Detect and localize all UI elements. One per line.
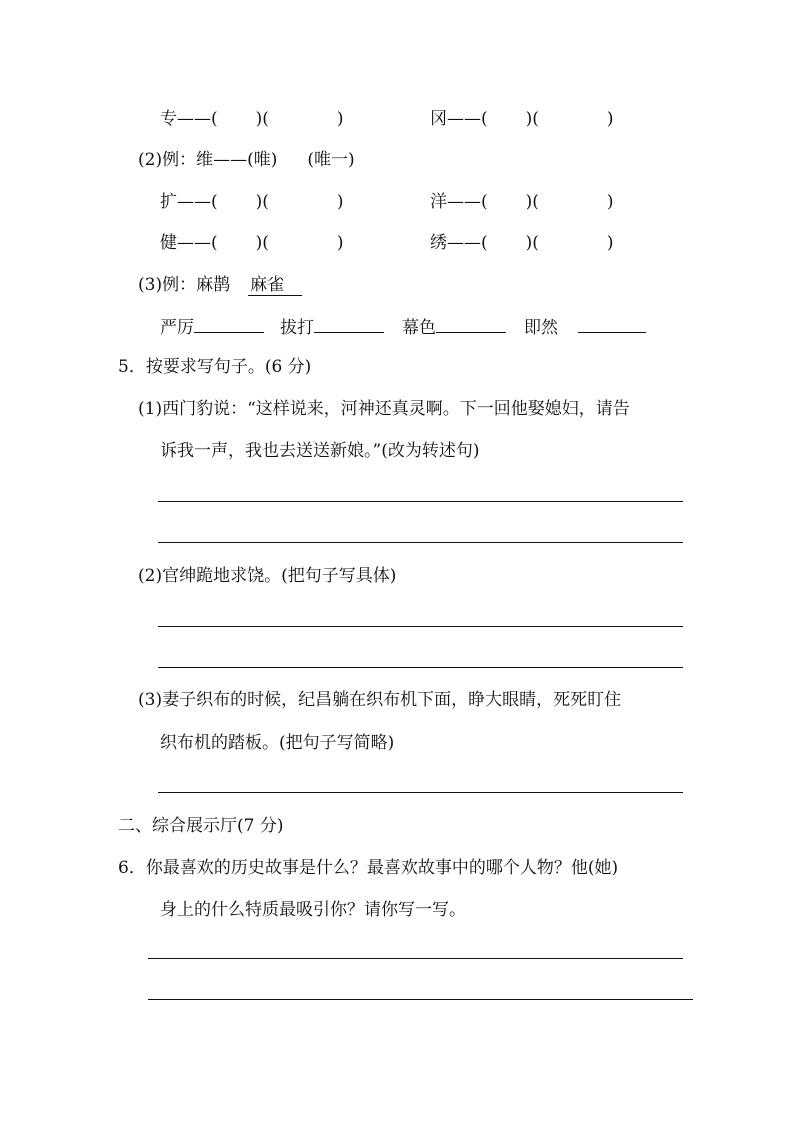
q4-part3-word2: 拔打 [280, 316, 384, 338]
q5-sub1-line2: 诉我一声，我也去送送新娘。”(改为转述句) [160, 441, 480, 461]
q4-part3-word3: 幕色 [402, 316, 506, 338]
answer-line[interactable] [158, 626, 683, 627]
q4-part3-example [138, 275, 302, 295]
q4-part2-example [138, 150, 355, 170]
answer-blank[interactable] [194, 316, 264, 333]
q4-part2-row2-item2: 绣——( )( ) [430, 233, 614, 253]
q4-part2-row1-item1: 扩——( )( ) [160, 192, 344, 212]
q4-row1-item1-char: 专——( [160, 109, 218, 129]
answer-blank[interactable] [314, 316, 384, 333]
q5-sub3-line2: 织布机的踏板。(把句子写简略) [160, 733, 395, 753]
q5-sub1-line1: (1)西门豹说：“这样说来，河神还真灵啊。下一回他娶媳妇，请告 [138, 399, 630, 419]
q4-row1-item2: 冈——( )( ) [430, 109, 614, 129]
answer-line[interactable] [148, 958, 683, 959]
answer-line[interactable] [158, 667, 683, 668]
q4-row1-item2-char: 冈——( [430, 109, 488, 129]
answer-blank[interactable] [578, 316, 646, 333]
q4-part2-label: (2)例：维——(唯) [138, 150, 278, 170]
q4-part2-example-answer: (唯一) [307, 150, 355, 170]
q5-title: 5．按要求写句子。(6 分) [118, 357, 312, 377]
q5-sub2: (2)官绅跪地求饶。(把句子写具体) [138, 566, 397, 586]
answer-line[interactable] [158, 792, 683, 793]
q6-line1: 6．你最喜欢的历史故事是什么？最喜欢故事中的哪个人物？他(她) [118, 858, 619, 878]
q6-line2: 身上的什么特质最吸引你？请你写一写。 [160, 900, 466, 920]
section2-title: 二、综合展示厅(7 分) [118, 816, 284, 836]
answer-blank[interactable] [436, 316, 506, 333]
q4-row1-item1: 专——( )( ) [160, 109, 344, 129]
q4-part3-word4: 即然 [524, 316, 646, 338]
answer-line[interactable] [158, 501, 683, 502]
q5-sub3-line1: (3)妻子织布的时候，纪昌躺在织布机下面，睁大眼睛，死死盯住 [138, 690, 622, 710]
q4-part2-row2-item1: 健——( )( ) [160, 233, 344, 253]
q4-part3-example-answer: 麻雀 [248, 275, 302, 296]
q4-part3-word1: 严厉 [160, 316, 264, 338]
q4-part3-label: (3)例：麻鹊 [138, 275, 231, 295]
answer-line[interactable] [158, 542, 683, 543]
q4-part2-row1-item2: 洋——( )( ) [430, 192, 614, 212]
answer-line[interactable] [148, 999, 693, 1000]
